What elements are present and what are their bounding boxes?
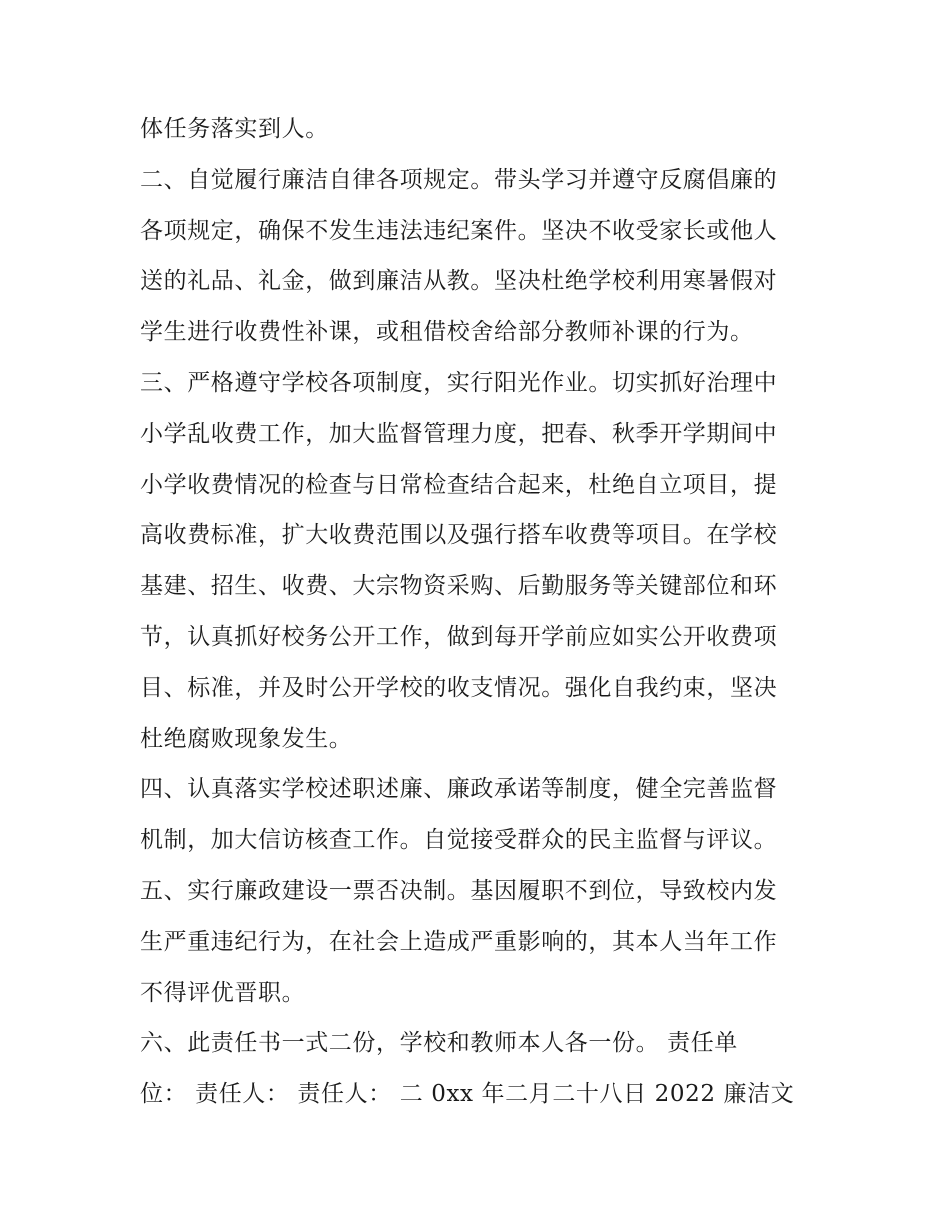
text-line: 学生进行收费性补课，或租借校舍给部分教师补课的行为。 [140, 319, 754, 346]
text-line: 小学乱收费工作，加大监督管理力度，把春、秋季开学期间中 [140, 420, 778, 447]
text-line: 机制，加大信访核查工作。自觉接受群众的民主监督与评议。 [140, 827, 778, 854]
text-line: 二、自觉履行廉洁自律各项规定。带头学习并遵守反腐倡廉的 [140, 166, 778, 193]
text-line: 不得评优晋职。 [140, 979, 306, 1006]
text-line: 送的礼品、礼金，做到廉洁从教。坚决杜绝学校利用寒暑假对 [140, 268, 778, 295]
text-line: 节，认真抓好校务公开工作，做到每开学前应如实公开收费项 [140, 623, 778, 650]
text-line: 目、标准，并及时公开学校的收支情况。强化自我约束，坚决 [140, 674, 778, 701]
document-body [140, 104, 820, 1120]
text-line: 体任务落实到人。 [140, 116, 329, 142]
text-line: 五、实行廉政建设一票否决制。基因履职不到位，导致校内发 [140, 877, 778, 904]
text-line: 三、严格遵守学校各项制度，实行阳光作业。切实抓好治理中 [140, 369, 778, 396]
text-line: 基建、招生、收费、大宗物资采购、后勤服务等关键部位和环 [140, 573, 778, 600]
text-line: 高收费标准，扩大收费范围以及强行搭车收费等项目。在学校 [140, 522, 778, 549]
text-line: 各项规定，确保不发生违法违纪案件。坚决不收受家长或他人 [140, 217, 778, 244]
text-line: 杜绝腐败现象发生。 [140, 725, 353, 752]
text-line: 四、认真落实学校述职述廉、廉政承诺等制度，健全完善监督 [140, 776, 778, 803]
text-line: 小学收费情况的检查与日常检查结合起来，杜绝自立项目，提 [140, 471, 778, 498]
text-line: 位： 责任人： 责任人： 二 0xx 年二月二十八日 2022 廉洁文 [140, 1081, 795, 1108]
text-line: 生严重违纪行为，在社会上造成严重影响的，其本人当年工作 [140, 928, 778, 955]
text-line: 六、此责任书一式二份，学校和教师本人各一份。 责任单 [140, 1030, 738, 1057]
